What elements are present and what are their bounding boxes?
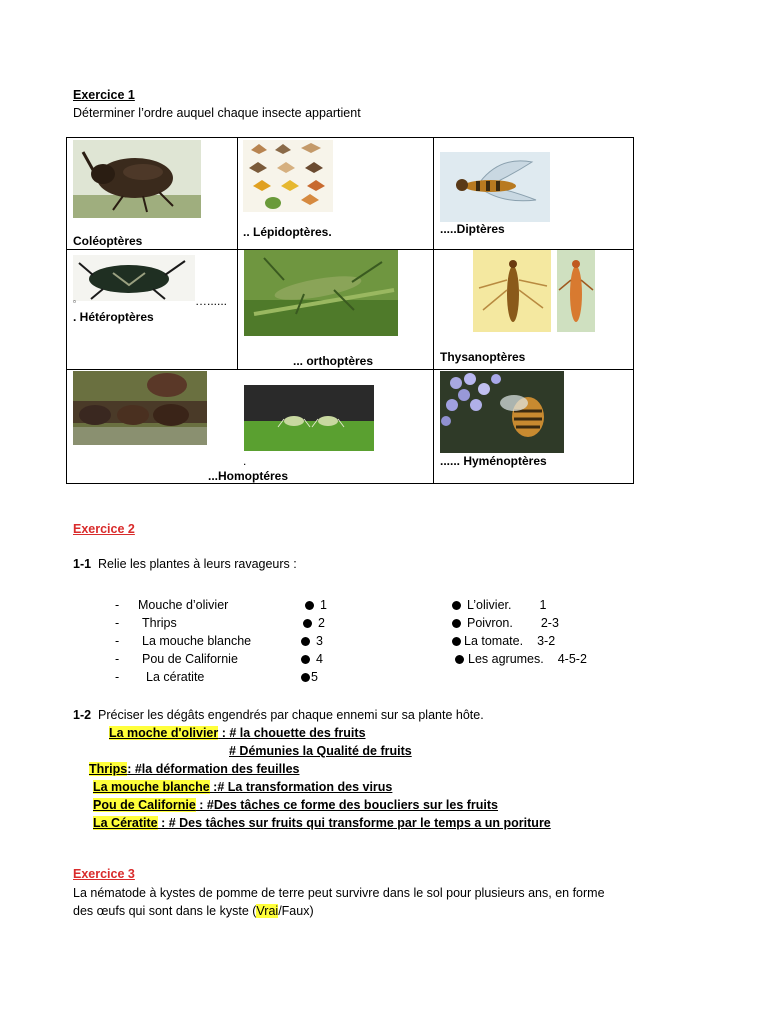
pest-dash: -: [115, 616, 120, 630]
answer-pest: Pou de Californie: [93, 798, 196, 812]
answer-damage: :# La transformation des virus: [209, 780, 393, 794]
cell-label-dipteres: .....Diptères: [440, 222, 505, 236]
exercise1-title: Exercice 1: [73, 88, 135, 102]
plant-item: La tomate. 3-2: [452, 634, 555, 648]
cell-label-homopteres: ...Homoptéres: [208, 469, 289, 483]
pest-name: Mouche d’olivier: [138, 598, 229, 612]
plant-item: L’olivier. 1: [452, 598, 546, 612]
exercise3-line1: La nématode à kystes de pomme de terre peut survivre dans le sol pour plusieurs ans, en forme: [73, 886, 605, 900]
bullet-icon: [301, 637, 310, 646]
answer-row: [73, 816, 551, 830]
moths-image: [243, 140, 333, 212]
answer-pest: Thrips: [89, 762, 128, 776]
cell-label-dots: …......: [195, 294, 228, 308]
q1-number: 1-1: [73, 557, 92, 571]
bullet-icon: [301, 655, 310, 664]
pest-number: 1: [305, 598, 327, 612]
exercise3-line2: des œufs qui sont dans le kyste (Vrai/Faux): [73, 904, 314, 918]
answer-pest: La mouche blanche: [93, 780, 210, 794]
pest-dash: -: [115, 634, 120, 648]
bullet-icon: [452, 619, 461, 628]
pest-dash: -: [115, 652, 120, 666]
cell-label-heteropteres: . Hétéroptères: [73, 310, 154, 324]
cell-label-orthopteres: ... orthoptères: [293, 354, 374, 368]
answer-damage: : #Des tâches ce forme des boucliers sur les fruits: [195, 798, 499, 812]
pest-name: Thrips: [142, 616, 177, 630]
bullet-icon: [452, 601, 461, 610]
grid-line: [433, 138, 434, 484]
answer-damage: : # la chouette des fruits: [218, 726, 366, 740]
pest-name: La cératite: [146, 670, 205, 684]
pest-name: Pou de Californie: [142, 652, 238, 666]
exercise1-instruction: Déterminer l’ordre auquel chaque insecte appartient: [73, 106, 361, 120]
pest-dash: -: [115, 670, 120, 684]
answer-row: [73, 744, 416, 758]
answer-true: Vrai: [256, 904, 279, 918]
grid-line: [67, 369, 633, 370]
cell-label-hymenopteres: ...... Hyménoptères: [440, 454, 547, 468]
pest-number: 2: [303, 616, 325, 630]
shield-bug-image: [73, 255, 195, 301]
hoverfly-image: [440, 152, 550, 222]
scale-insects-image: [73, 371, 207, 445]
q2-line: [73, 708, 484, 722]
bullet-icon: [305, 601, 314, 610]
pest-number: 5: [301, 670, 318, 684]
pest-number: 4: [301, 652, 323, 666]
answer-row: [73, 780, 392, 794]
q2-text: Préciser les dégâts engendrés par chaque ennemi sur sa plante hôte.: [98, 708, 484, 722]
bullet-icon: [452, 637, 461, 646]
bullet-icon: [301, 673, 310, 682]
pest-name: La mouche blanche: [142, 634, 252, 648]
bullet-icon: [455, 655, 464, 664]
answer-row: [73, 762, 299, 776]
cell-label-dot: ▫: [73, 297, 76, 306]
aphids-image: [244, 385, 374, 451]
q2-number: 1-2: [73, 708, 92, 722]
answer-pest: La moche d'olivier: [109, 726, 219, 740]
answer-damage: # Démunies la Qualité de fruits: [229, 744, 412, 758]
q1-text: Relie les plantes à leurs ravageurs :: [98, 557, 297, 571]
exercise3-title: Exercice 3: [73, 867, 135, 881]
q1-line: [73, 557, 297, 571]
beetle-image: [73, 140, 201, 218]
answer-damage: : # Des tâches sur fruits qui transforme par le temps a un poriture: [157, 816, 551, 830]
thrips-image-b: [557, 250, 595, 332]
cell-label-lepidopteres: .. Lépidoptères.: [243, 225, 332, 239]
bullet-icon: [303, 619, 312, 628]
cell-label-dot-2: .: [243, 454, 247, 468]
plant-item: Les agrumes. 4-5-2: [455, 652, 587, 666]
insect-table: [66, 137, 634, 484]
answer-damage: : #la déformation des feuilles: [127, 762, 300, 776]
thrips-image-a: [473, 250, 551, 332]
answer-pest: La Cératite: [93, 816, 158, 830]
answer-row: [73, 726, 366, 740]
cell-label-thysanopteres: Thysanoptères: [440, 350, 526, 364]
answer-row: [73, 798, 498, 812]
answer-false: Faux: [281, 904, 310, 918]
pest-dash: -: [115, 598, 120, 612]
exercise2-title: Exercice 2: [73, 522, 135, 536]
cell-label-coleopteres: Coléoptères: [73, 234, 143, 248]
pest-number: 3: [301, 634, 323, 648]
grasshopper-image: [244, 250, 398, 336]
grid-line: [237, 138, 238, 370]
plant-item: Poivron. 2-3: [452, 616, 559, 630]
bee-image: [440, 371, 564, 453]
